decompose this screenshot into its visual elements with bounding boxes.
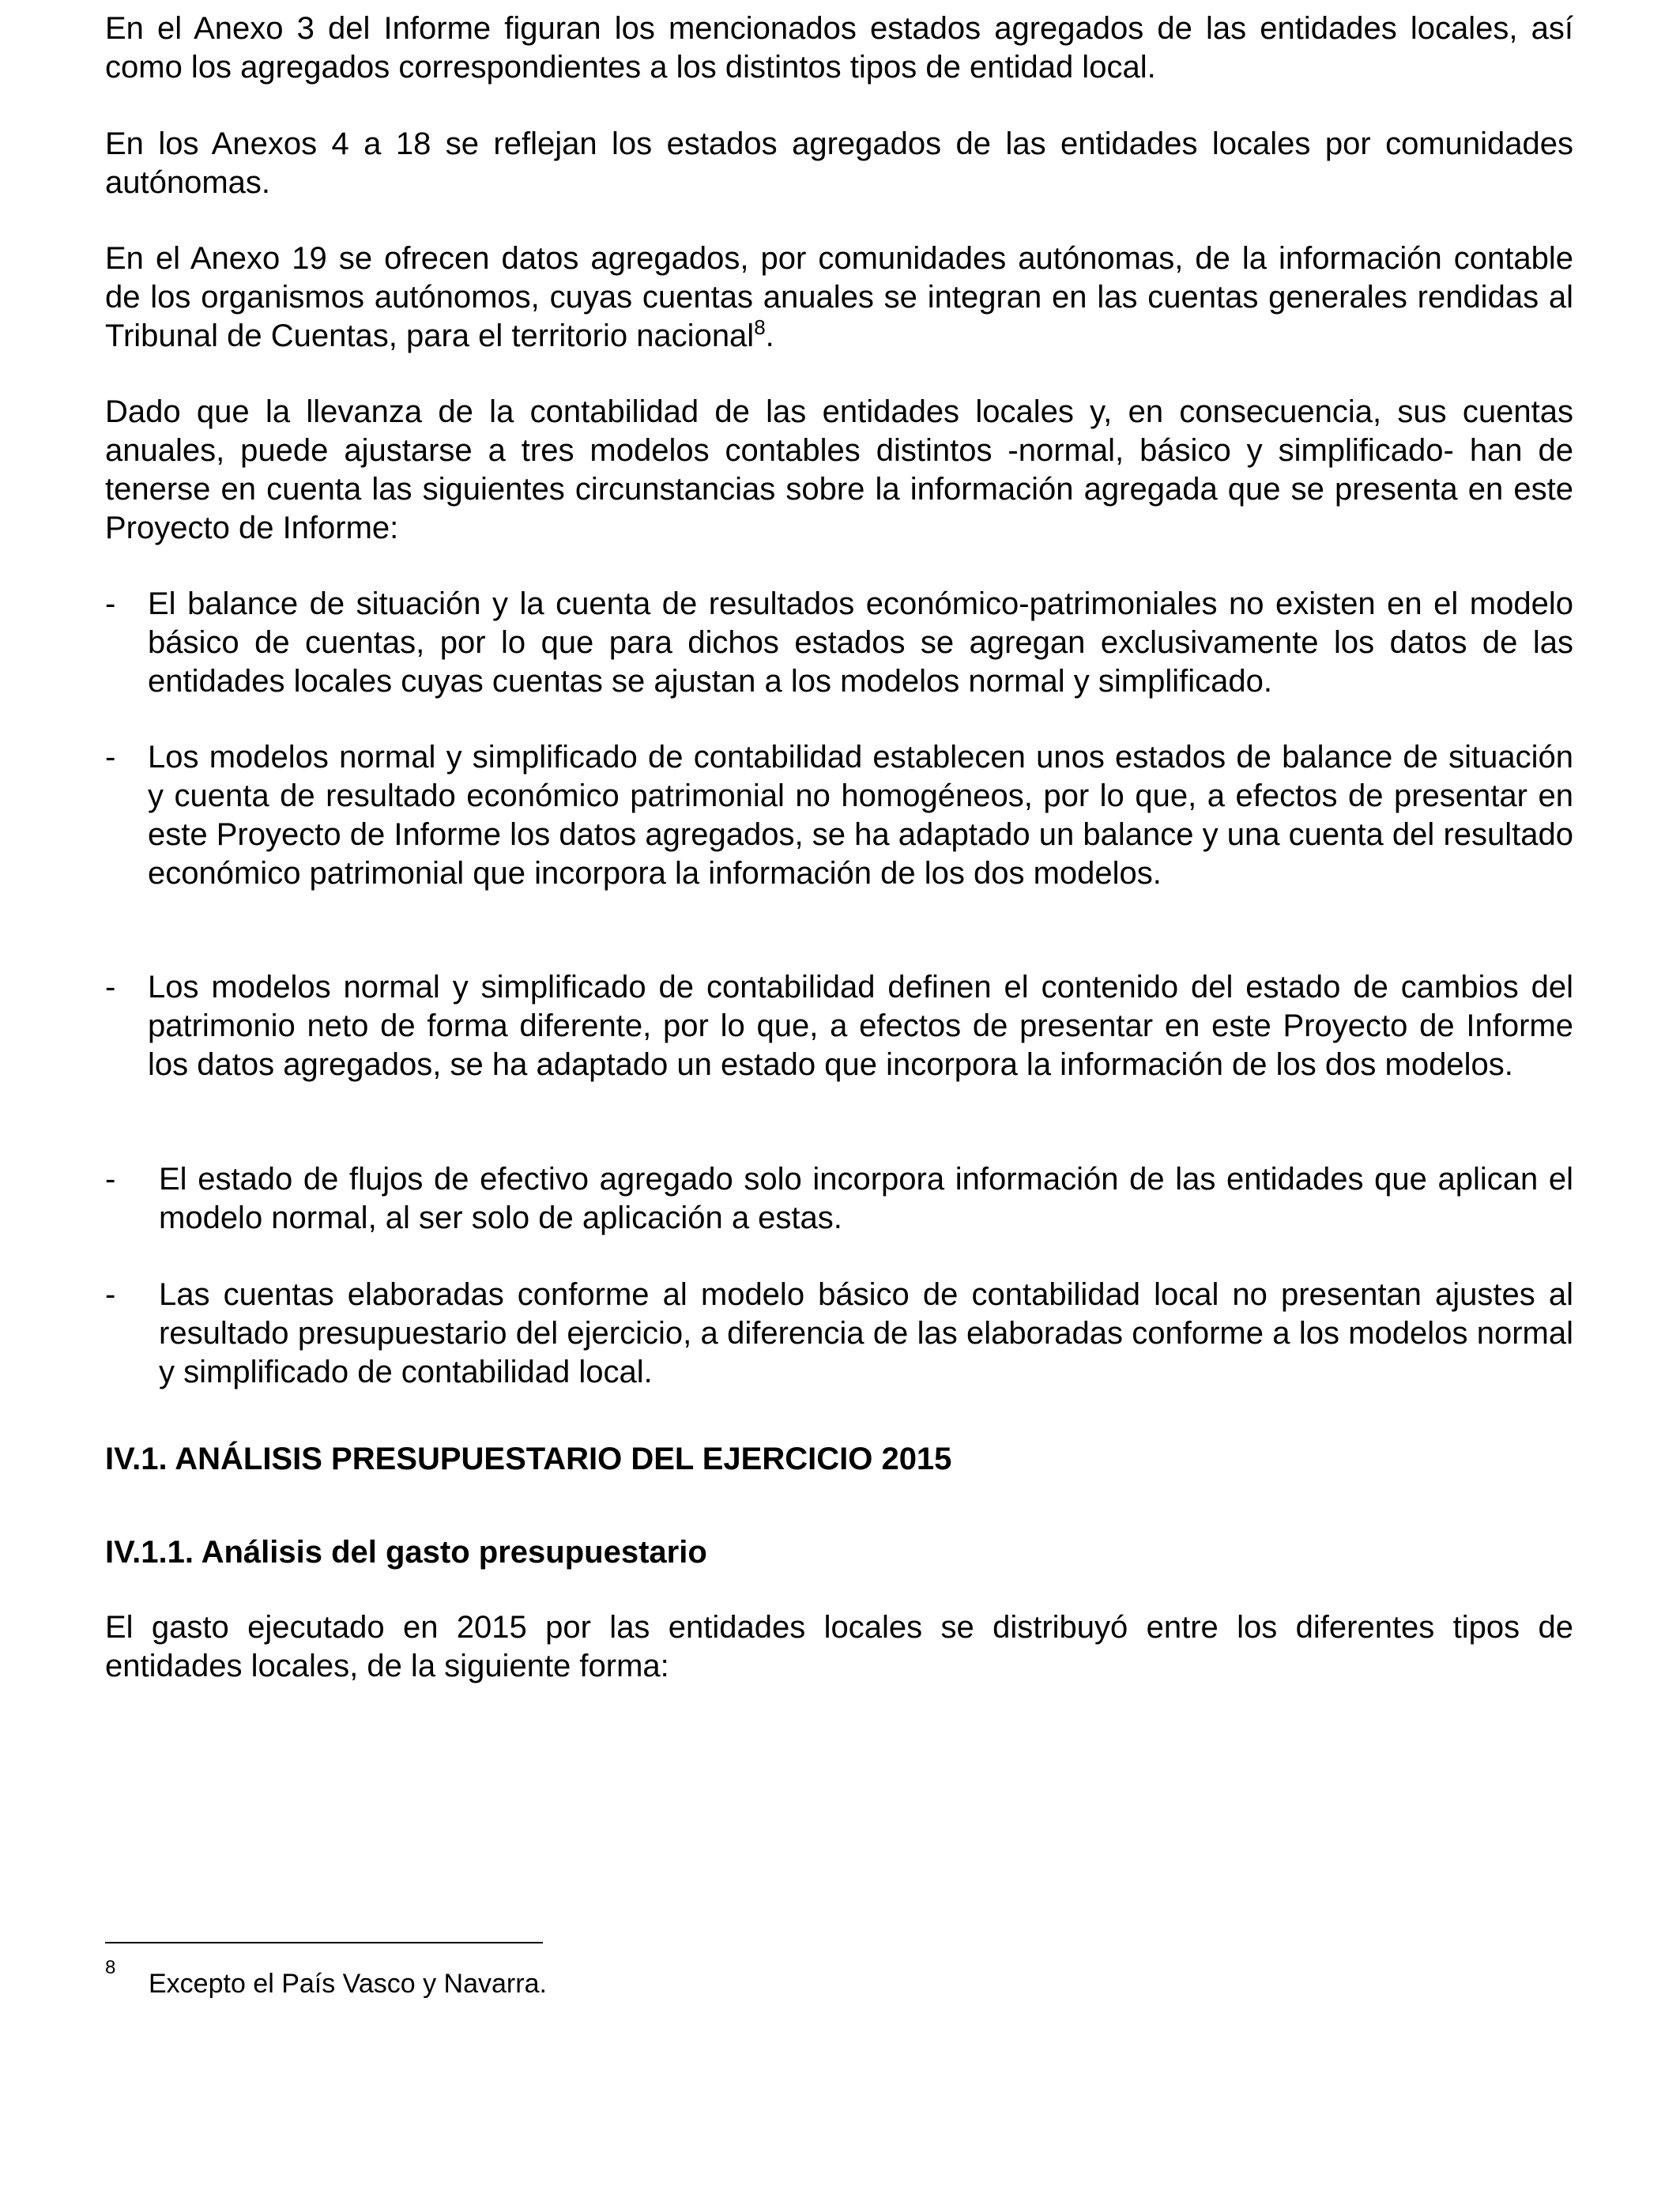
footnote — [105, 1958, 895, 2003]
footnote-reference: 8 — [754, 315, 766, 339]
document-page — [105, 0, 1573, 2194]
list-item-text: Las cuentas elaboradas conforme al modelo básico de contabilidad local no presentan ajustes al resultado presupuestario del ejercicio, a diferencia de las elaboradas conforme a los modelos normal y simplificado de contabilidad local. — [159, 1277, 1573, 1389]
paragraph-gasto-ejecutado: El gasto ejecutado en 2015 por las entidades locales se distribuyó entre los diferentes tipos de entidades locales, de la siguiente forma: — [105, 1610, 1573, 1683]
list-dash: - — [105, 970, 116, 1005]
list-dash: - — [105, 1277, 116, 1312]
paragraph-anexo-19-text: En el Anexo 19 se ofrecen datos agregados, por comunidades autónomas, de la información contable de los organismos autónomos, cuyas cuentas anuales se integran en las cuentas generales rendidas al Tribunal de Cuentas, para el territorio nacional — [105, 241, 1573, 353]
list-dash: - — [105, 740, 116, 775]
list-dash: - — [105, 586, 116, 621]
list-item-text: Los modelos normal y simplificado de contabilidad establecen unos estados de balance de situación y cuenta de resultado económico patrimonial no homogéneos, por lo que, a efectos de presentar en este Proyecto de Informe los datos agregados, se ha adaptado un balance y una cuenta del resultado económico patrimonial que incorpora la información de los dos modelos. — [148, 740, 1573, 891]
list-dash: - — [105, 1162, 116, 1197]
paragraph-modelos-contables: Dado que la llevanza de la contabilidad de las entidades locales y, en consecuencia, sus cuentas anuales, puede ajustarse a tres modelos contables distintos -normal, básico y simplificado- han de tenerse en cuenta las siguientes circunstancias sobre la información agregada que se presenta en este Proyecto de Informe: — [105, 394, 1573, 545]
list-item-text: El estado de flujos de efectivo agregado solo incorpora información de las entidades que aplican el modelo normal, al ser solo de aplicación a estas. — [159, 1162, 1573, 1235]
paragraph-anexo-19 — [105, 239, 1573, 356]
footnote-divider — [105, 1942, 543, 1943]
footnote-number: 8 — [105, 1957, 116, 1978]
paragraph-anexos-4-18: En los Anexos 4 a 18 se reflejan los estados agregados de las entidades locales por comunidades autónomas. — [105, 126, 1573, 200]
list-item-text: El balance de situación y la cuenta de resultados económico-patrimoniales no existen en el modelo básico de cuentas, por lo que para dichos estados se agregan exclusivamente los datos de las entidades locales cuyas cuentas se ajustan a los modelos normal y simplificado. — [148, 586, 1573, 699]
paragraph-anexo-3: En el Anexo 3 del Informe figuran los mencionados estados agregados de las entidades locales, así como los agregados correspondientes a los distintos tipos de entidad local. — [105, 11, 1573, 85]
footnote-text: Excepto el País Vasco y Navarra. — [149, 1969, 547, 1999]
paragraph-anexo-19-end: . — [765, 319, 774, 353]
subsection-heading: IV.1.1. Análisis del gasto presupuestario — [105, 1535, 707, 1570]
list-item-text: Los modelos normal y simplificado de contabilidad definen el contenido del estado de cambios del patrimonio neto de forma diferente, por lo que, a efectos de presentar en este Proyecto de Informe los datos agregados, se ha adaptado un estado que incorpora la información de los dos modelos. — [148, 970, 1573, 1082]
section-heading: IV.1. ANÁLISIS PRESUPUESTARIO DEL EJERCICIO 2015 — [105, 1442, 952, 1476]
